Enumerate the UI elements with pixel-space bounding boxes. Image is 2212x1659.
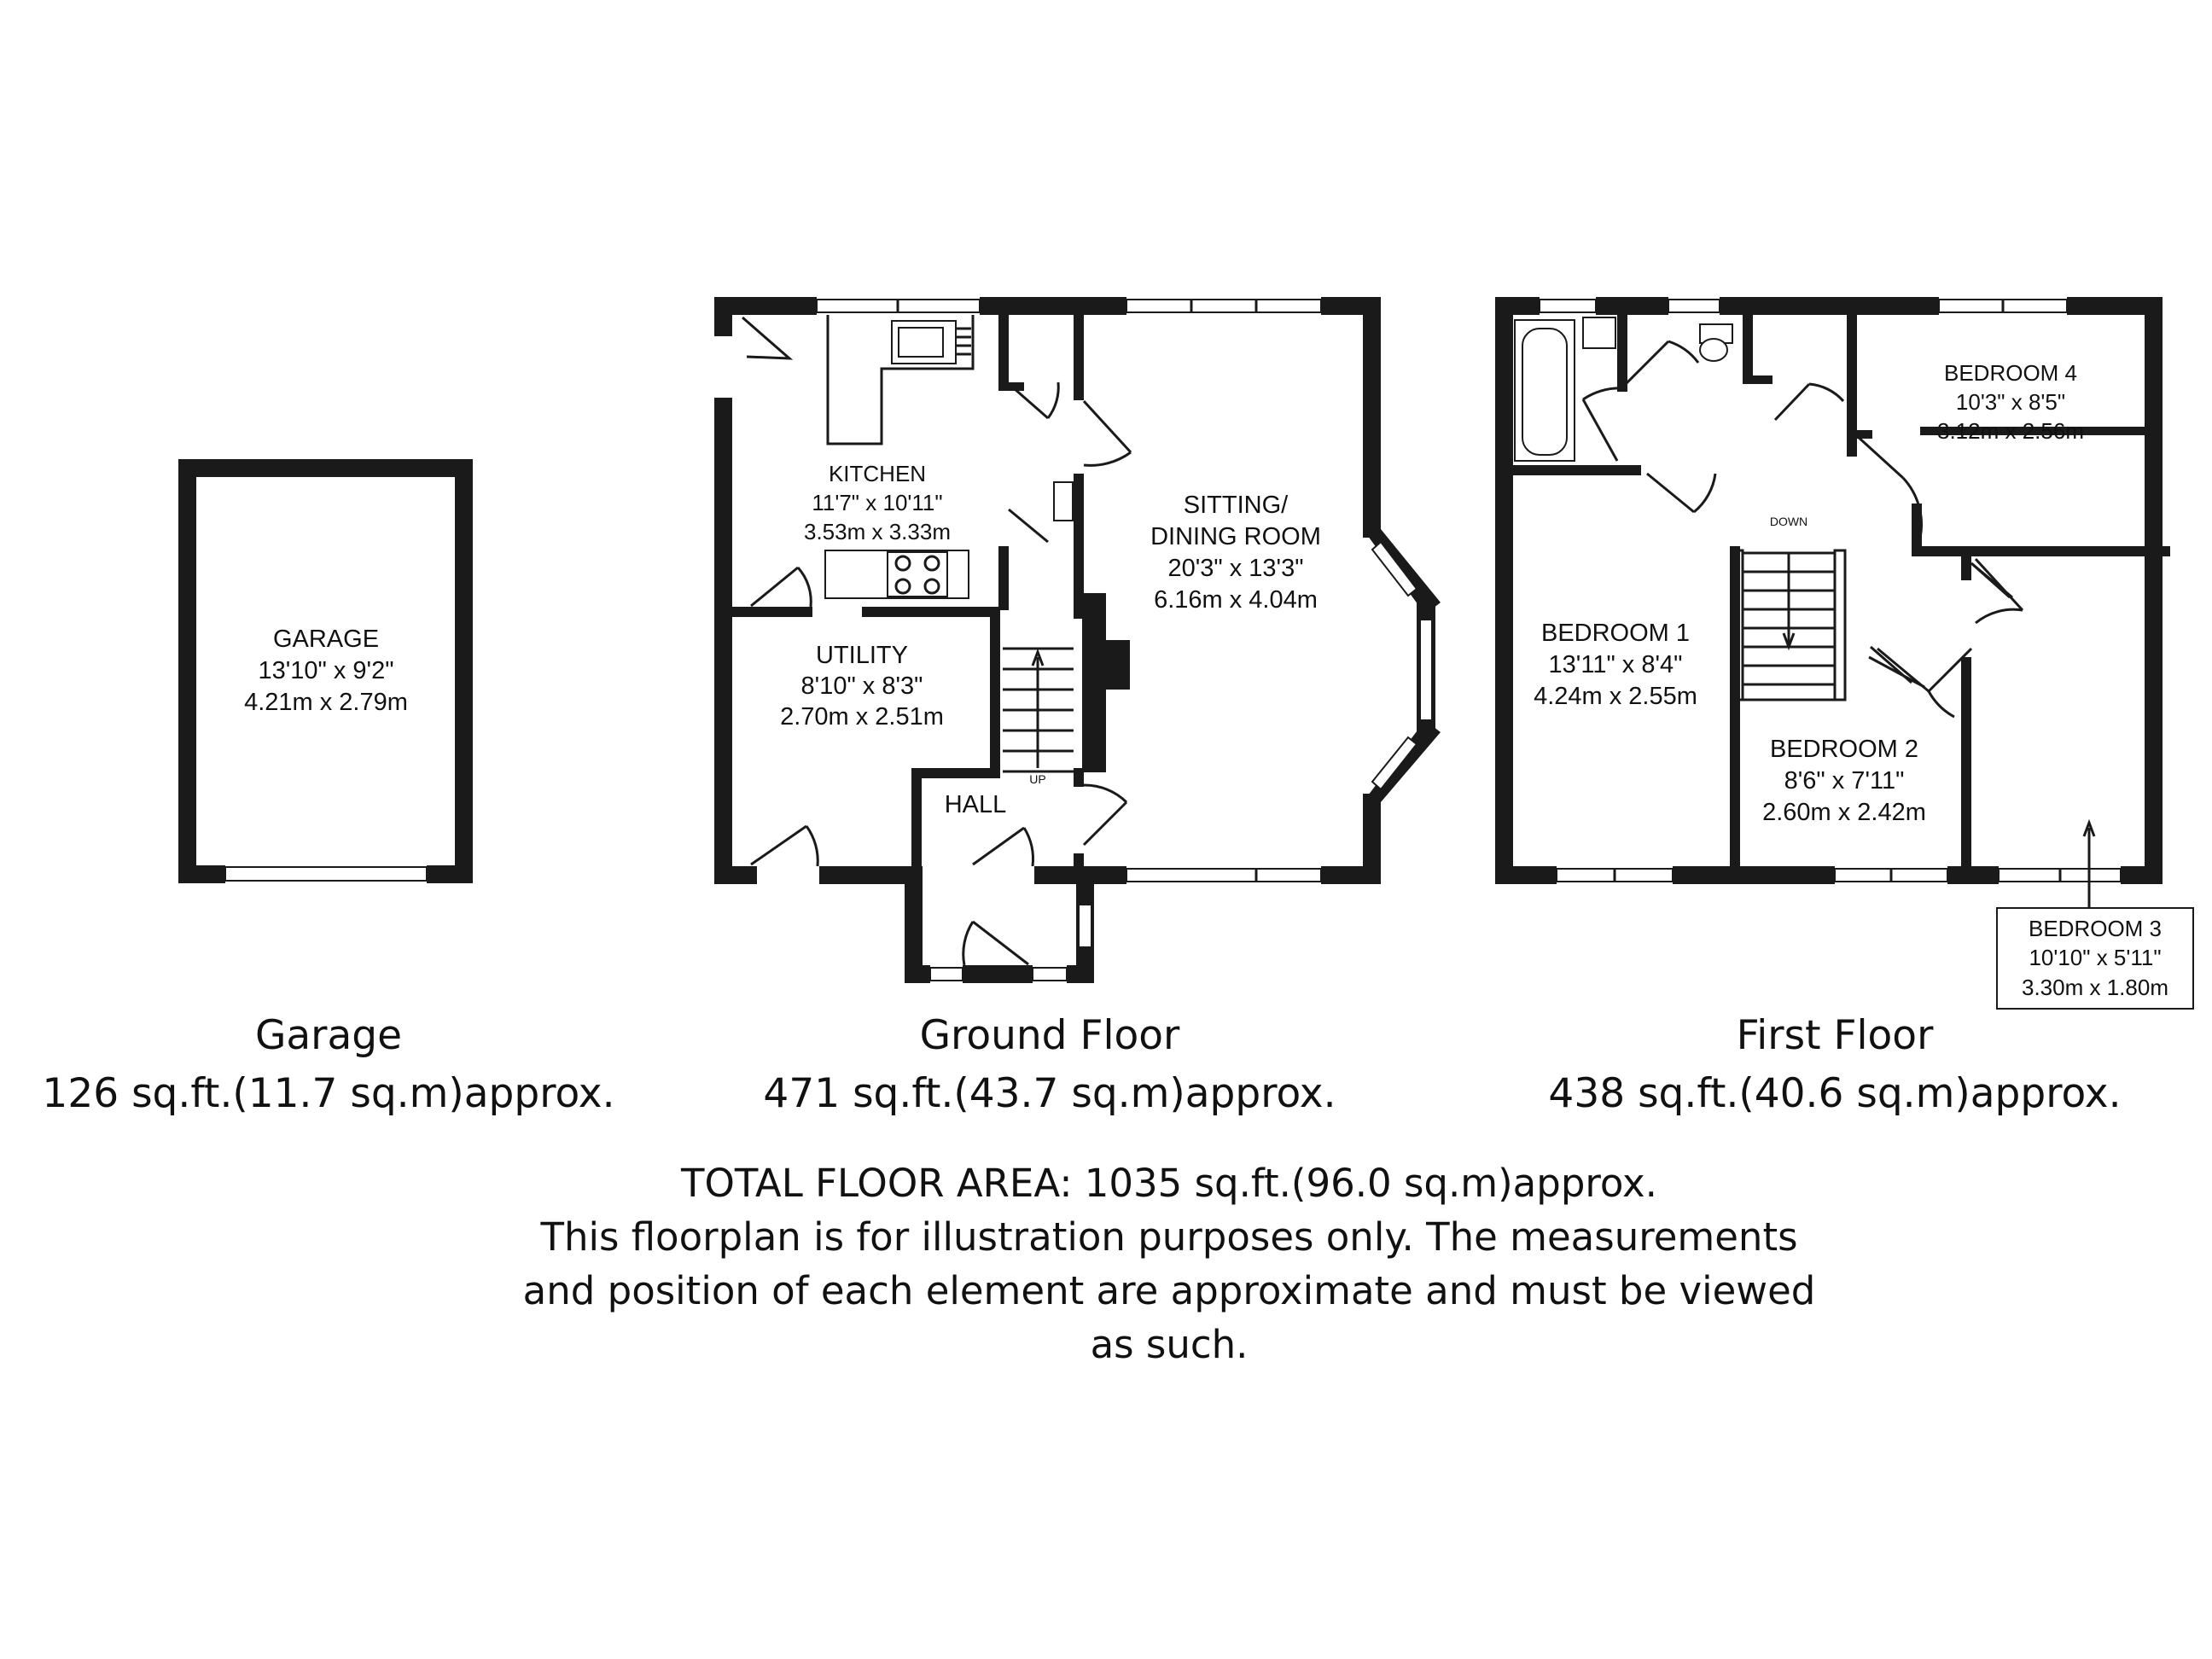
garage-name: GARAGE [272, 626, 380, 653]
first-floor-stairs [1732, 550, 1845, 700]
sitting-room-window-bottom [1126, 869, 1321, 882]
bedroom3-name: BEDROOM 3 [2028, 916, 2163, 941]
first-floor-caption-area: 438 sq.ft.(40.6 sq.m)approx. [1548, 1070, 2122, 1117]
disclaimer-line-2: and position of each element are approximate and must be viewed [522, 1268, 1816, 1313]
ground-floor-plan [714, 297, 1441, 983]
bedroom3-imperial: 10'10" x 5'11" [2029, 945, 2162, 970]
bedroom4-metric: 3.12m x 2.56m [1937, 418, 2084, 444]
disclaimer-line-3: as such. [1090, 1322, 1249, 1367]
bedroom2-imperial: 8'6" x 7'11" [1784, 767, 1905, 795]
first-stairs-label: DOWN [1769, 515, 1808, 528]
garage-door [225, 867, 427, 881]
utility-imperial: 8'10" x 8'3" [800, 672, 923, 700]
utility-metric: 2.70m x 2.51m [780, 703, 944, 731]
sitting-room-name-line1: SITTING/ [1183, 492, 1289, 519]
sitting-room-name-line2: DINING ROOM [1150, 523, 1321, 550]
ground-floor-caption [708, 1007, 1391, 1123]
kitchen-imperial: 11'7" x 10'11" [812, 490, 943, 515]
garage-plan [178, 459, 473, 883]
sitting-room-metric: 6.16m x 4.04m [1154, 586, 1318, 614]
total-floor-area: TOTAL FLOOR AREA: 1035 sq.ft.(96.0 sq.m)approx. [681, 1161, 1657, 1206]
sitting-room-window-top [1126, 300, 1321, 312]
hall-name: HALL [944, 791, 1007, 818]
kitchen-name: KITCHEN [828, 461, 927, 486]
bedroom2-name: BEDROOM 2 [1769, 736, 1919, 763]
bedroom3-metric: 3.30m x 1.80m [2022, 975, 2168, 1000]
bedroom1-name: BEDROOM 1 [1540, 620, 1691, 647]
basin [1583, 317, 1615, 348]
disclaimer-line-1: This floorplan is for illustration purposes only. The measurements [540, 1214, 1798, 1260]
bedroom2-metric: 2.60m x 2.42m [1762, 799, 1926, 826]
garage-caption [0, 1007, 657, 1123]
sitting-room-imperial: 20'3" x 13'3" [1167, 555, 1304, 582]
bedroom4-name: BEDROOM 4 [1943, 360, 2078, 386]
bedroom1-imperial: 13'11" x 8'4" [1548, 651, 1683, 678]
bedroom1-metric: 4.24m x 2.55m [1534, 683, 1697, 710]
garage-metric: 4.21m x 2.79m [244, 689, 408, 716]
kitchen-metric: 3.53m x 3.33m [804, 519, 951, 544]
ground-floor-caption-area: 471 sq.ft.(43.7 sq.m)approx. [763, 1070, 1336, 1117]
bay-window-centre [1420, 620, 1432, 720]
ground-floor-caption-title: Ground Floor [919, 1012, 1180, 1059]
ground-stairs-label: UP [1029, 772, 1046, 786]
bedroom4-imperial: 10'3" x 8'5" [1955, 389, 2066, 415]
first-floor-caption-title: First Floor [1736, 1012, 1934, 1059]
ground-floor-stairs [1003, 649, 1074, 771]
garage-imperial: 13'10" x 9'2" [258, 657, 394, 684]
garage-caption-area: 126 sq.ft.(11.7 sq.m)approx. [42, 1070, 615, 1117]
first-floor-caption [1485, 1007, 2185, 1123]
footer-note [444, 1156, 1895, 1371]
garage-caption-title: Garage [254, 1012, 403, 1059]
first-floor-plan [1495, 297, 2193, 1009]
utility-name: UTILITY [816, 642, 908, 669]
